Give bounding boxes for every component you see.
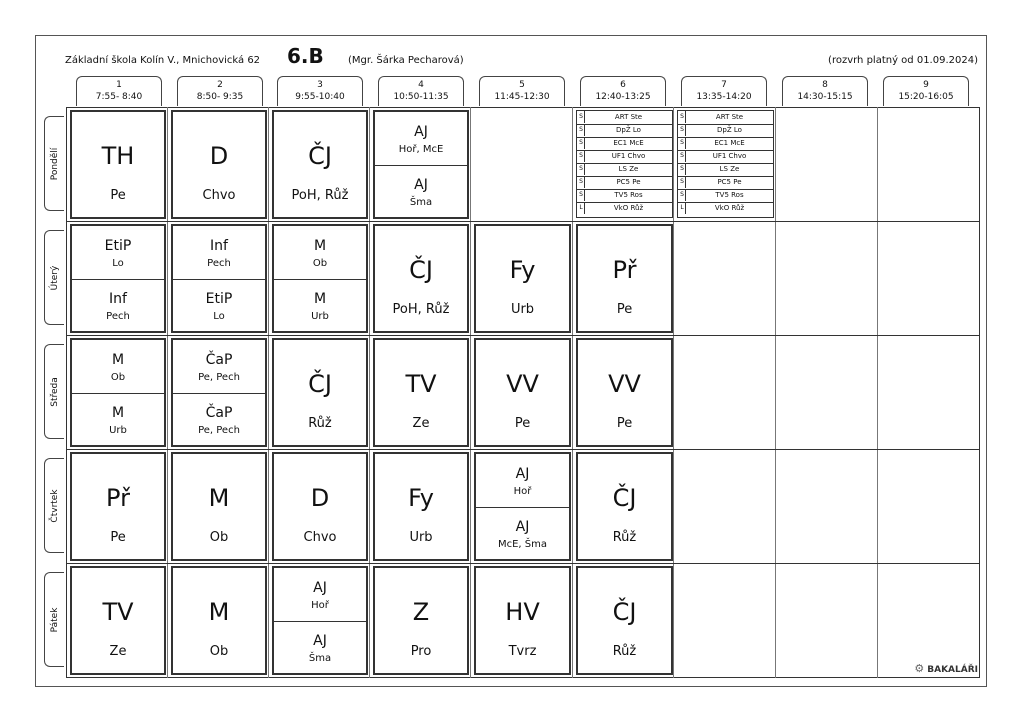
period-header: 9 15:20-16:05 [883,76,969,106]
elective-list[interactable]: S ART Ste S DpŽ Lo S EC1 McE S UF1 Chvo S LS Ze S PC5 Pe S TV5 Ros L VkO Růž [677,110,774,218]
lesson-card[interactable]: M Ob [171,452,267,561]
lesson-card[interactable]: ČJ Růž [272,338,368,447]
bakalari-logo: ⚙ BAKALÁŘI [914,662,978,675]
lesson-card-split[interactable]: M Ob M Urb [272,224,368,333]
lesson-card[interactable]: D Chvo [171,110,267,219]
grid-divider [66,449,980,450]
period-header: 1 7:55- 8:40 [76,76,162,106]
grid-divider [572,107,573,678]
lesson-card[interactable]: ČJ PoH, Růž [272,110,368,219]
day-label-friday: Pátek [44,572,64,667]
lesson-card[interactable]: ČJ PoH, Růž [373,224,469,333]
day-label-wednesday: Středa [44,344,64,439]
grid-divider [369,107,370,678]
lesson-card[interactable]: TH Pe [70,110,166,219]
lesson-card-split[interactable]: Inf Pech EtiP Lo [171,224,267,333]
lesson-card[interactable]: TV Ze [70,566,166,675]
period-header: 5 11:45-12:30 [479,76,565,106]
gear-icon: ⚙ [914,662,925,675]
grid-divider [775,107,776,678]
lesson-card[interactable]: VV Pe [474,338,571,447]
school-name: Základní škola Kolín V., Mnichovická 62 [65,55,261,66]
grid-divider [66,221,980,222]
lesson-card[interactable]: Př Pe [576,224,673,333]
class-name: 6.B [287,44,324,68]
lesson-card[interactable]: D Chvo [272,452,368,561]
grid-divider [66,563,980,564]
lesson-card[interactable]: ČJ Růž [576,452,673,561]
lesson-card[interactable]: HV Tvrz [474,566,571,675]
grid-divider [673,107,674,678]
lesson-card[interactable]: TV Ze [373,338,469,447]
validity-date: (rozvrh platný od 01.09.2024) [828,55,978,66]
day-label-monday: Pondělí [44,116,64,211]
class-teacher: (Mgr. Šárka Pecharová) [348,55,464,66]
period-header: 3 9:55-10:40 [277,76,363,106]
elective-list[interactable]: S ART Ste S DpŽ Lo S EC1 McE S UF1 Chvo S LS Ze S PC5 Pe S TV5 Ros L VkO Růž [576,110,673,218]
lesson-card[interactable]: ČJ Růž [576,566,673,675]
lesson-card-split[interactable]: ČaP Pe, Pech ČaP Pe, Pech [171,338,267,447]
lesson-card[interactable]: Př Pe [70,452,166,561]
period-header: 4 10:50-11:35 [378,76,464,106]
lesson-card-split[interactable]: EtiP Lo Inf Pech [70,224,166,333]
grid-divider [268,107,269,678]
lesson-card-split[interactable]: AJ Hoř AJ McE, Šma [474,452,571,561]
lesson-card-split[interactable]: M Ob M Urb [70,338,166,447]
period-header: 7 13:35-14:20 [681,76,767,106]
lesson-card[interactable]: VV Pe [576,338,673,447]
lesson-card[interactable]: Z Pro [373,566,469,675]
day-label-thursday: Čtvrtek [44,458,64,553]
lesson-card[interactable]: M Ob [171,566,267,675]
day-label-tuesday: Úterý [44,230,64,325]
grid-divider [470,107,471,678]
period-header: 8 14:30-15:15 [782,76,868,106]
lesson-card-split[interactable]: AJ Hoř, McE AJ Šma [373,110,469,219]
period-header: 6 12:40-13:25 [580,76,666,106]
grid-divider [877,107,878,678]
lesson-card[interactable]: Fy Urb [373,452,469,561]
period-header: 2 8:50- 9:35 [177,76,263,106]
grid-divider [66,335,980,336]
grid-divider [167,107,168,678]
lesson-card[interactable]: Fy Urb [474,224,571,333]
lesson-card-split[interactable]: AJ Hoř AJ Šma [272,566,368,675]
